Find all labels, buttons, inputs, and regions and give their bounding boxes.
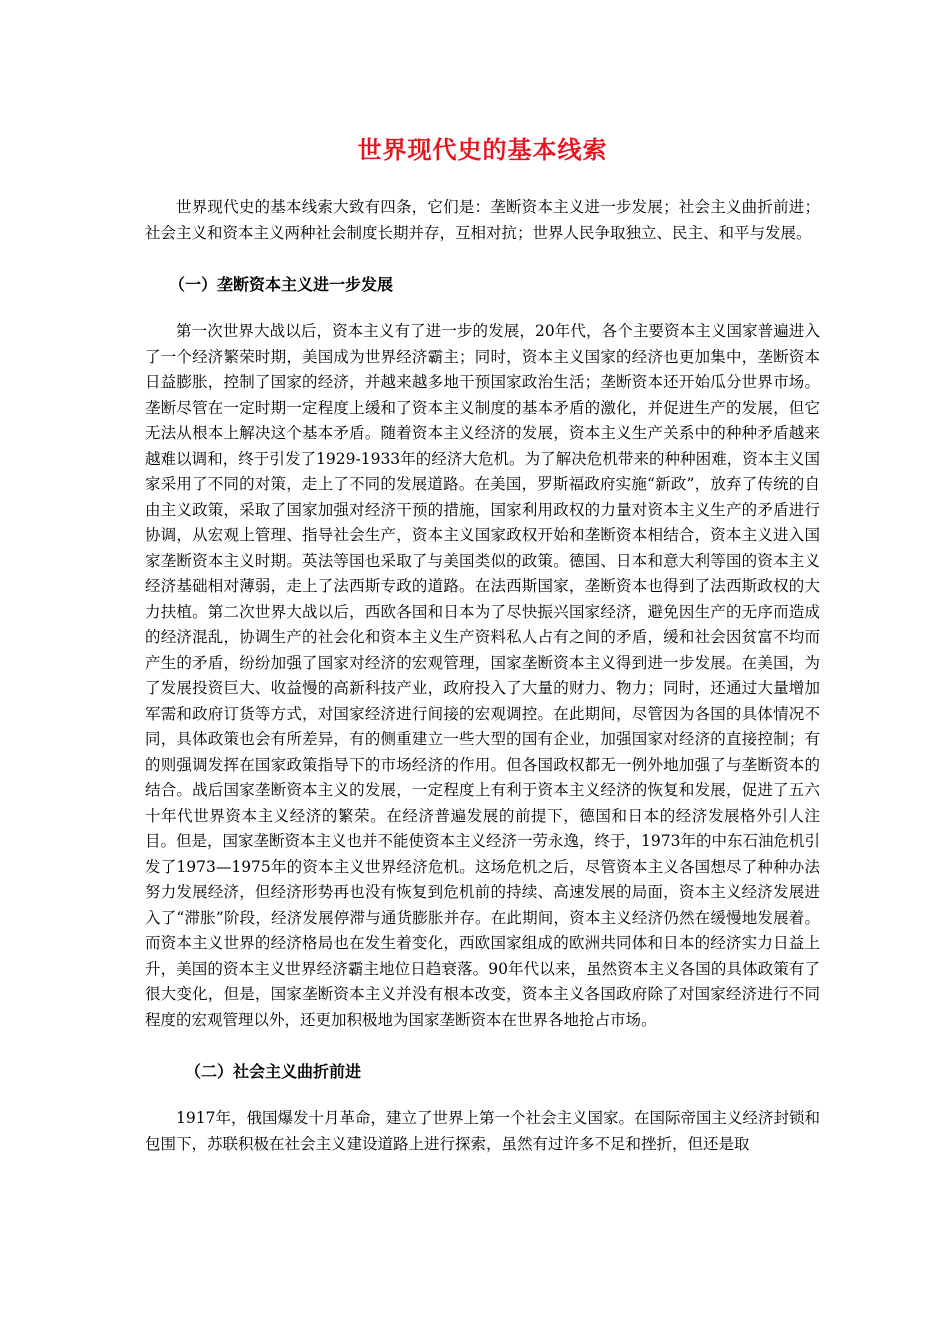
intro-paragraph: 世界现代史的基本线索大致有四条，它们是：垄断资本主义进一步发展；社会主义曲折前进；社会主义和资本主义两种社会制度长期并存，互相对抗；世界人民争取独立、民主、和平与发展。 (145, 198, 820, 242)
section-heading-1: （一）垄断资本主义进一步发展 (169, 275, 394, 294)
document-title: 世界现代史的基本线索 (357, 136, 608, 164)
section-body-2: 1917年，俄国爆发十月革命，建立了世界上第一个社会主义国家。在国际帝国主义经济封锁和包围下，苏联积极在社会主义建设道路上进行探索，虽然有过许多不足和挫折，但还是取 (145, 1109, 820, 1153)
section-body-1: 第一次世界大战以后，资本主义有了进一步的发展，20年代，各个主要资本主义国家普遍进入了一个经济繁荣时期，美国成为世界经济霸主；同时，资本主义国家的经济也更加集中，垄断资本日益膨胀，控制了国家的经济，并越来越多地干预国家政治生活；垄断资本还开始瓜分世界市场。垄断尽管在一定时期一定程度上缓和了资本主义制度的基本矛盾的激化，并促进生产的发展，但它无法从根本上解决这个基本矛盾。随着资本主义经济的发展，资本主义生产关系中的种种矛盾越来越难以调和，终于引发了1929-1933年的经济大危机。为了解决危机带来的种种困难，资本主义国家采用了不同的对策，走上了不同的发展道路。在美国，罗斯福政府实施“新政”，放弃了传统的自由主义政策，采取了国家加强对经济干预的措施，国家利用政权的力量对资本主义生产的矛盾进行协调，从宏观上管理、指导社会生产，资本主义国家政权开始和垄断资本相结合，资本主义进入国家垄断资本主义时期。英法等国也采取了与美国类似的政策。德国、日本和意大利等国的资本主义经济基础相对薄弱，走上了法西斯专政的道路。在法西斯国家，垄断资本也得到了法西斯政权的大力扶植。第二次世界大战以后，西欧各国和日本为了尽快振兴国家经济，避免因生产的无序而造成的经济混乱，协调生产的社会化和资本主义生产资料私人占有之间的矛盾，缓和社会因贫富不均而产生的矛盾，纷纷加强了国家对经济的宏观管理，国家垄断资本主义得到进一步发展。在美国，为了发展投资巨大、收益慢的高新科技产业，政府投入了大量的财力、物力；同时，还通过大量增加军需和政府订货等方式，对国家经济进行间接的宏观调控。在此期间，尽管因为各国的具体情况不同，具体政策也会有所差异，有的侧重建立一些大型的国有企业，加强国家对经济的直接控制；有的则强调发挥在国家政策指导下的市场经济的作用。但各国政权都无一例外地加强了与垄断资本的结合。战后国家垄断资本主义的发展，一定程度上有利于资本主义经济的恢复和发展，促进了五六十年代世界资本主义经济的繁荣。在经济普遍发展的前提下，德国和日本的经济发展格外引人注目。但是，国家垄断资本主义也并不能使资本主义经济一劳永逸，终于，1973年的中东石油危机引发了1973—1975年的资本主义世界经济危机。这场危机之后，尽管资本主义各国想尽了种种办法努力发展经济，但经济形势再也没有恢复到危机前的持续、高速发展的局面，资本主义经济发展进入了“滞胀”阶段，经济发展停滞与通货膨胀并存。在此期间，资本主义经济仍然在缓慢地发展着。而资本主义世界的经济格局也在发生着变化，西欧国家组成的欧洲共同体和日本的经济实力日益上升，美国的资本主义世界经济霸主地位日趋衰落。90年代以来，虽然资本主义各国的具体政策有了很大变化，但是，国家垄断资本主义并没有根本改变，资本主义各国政府除了对国家经济进行不同程度的宏观管理以外，还更加积极地为国家垄断资本在世界各地抢占市场。 (145, 322, 820, 1029)
document-page (145, 130, 820, 1157)
section-heading-2: （二）社会主义曲折前进 (185, 1062, 362, 1081)
